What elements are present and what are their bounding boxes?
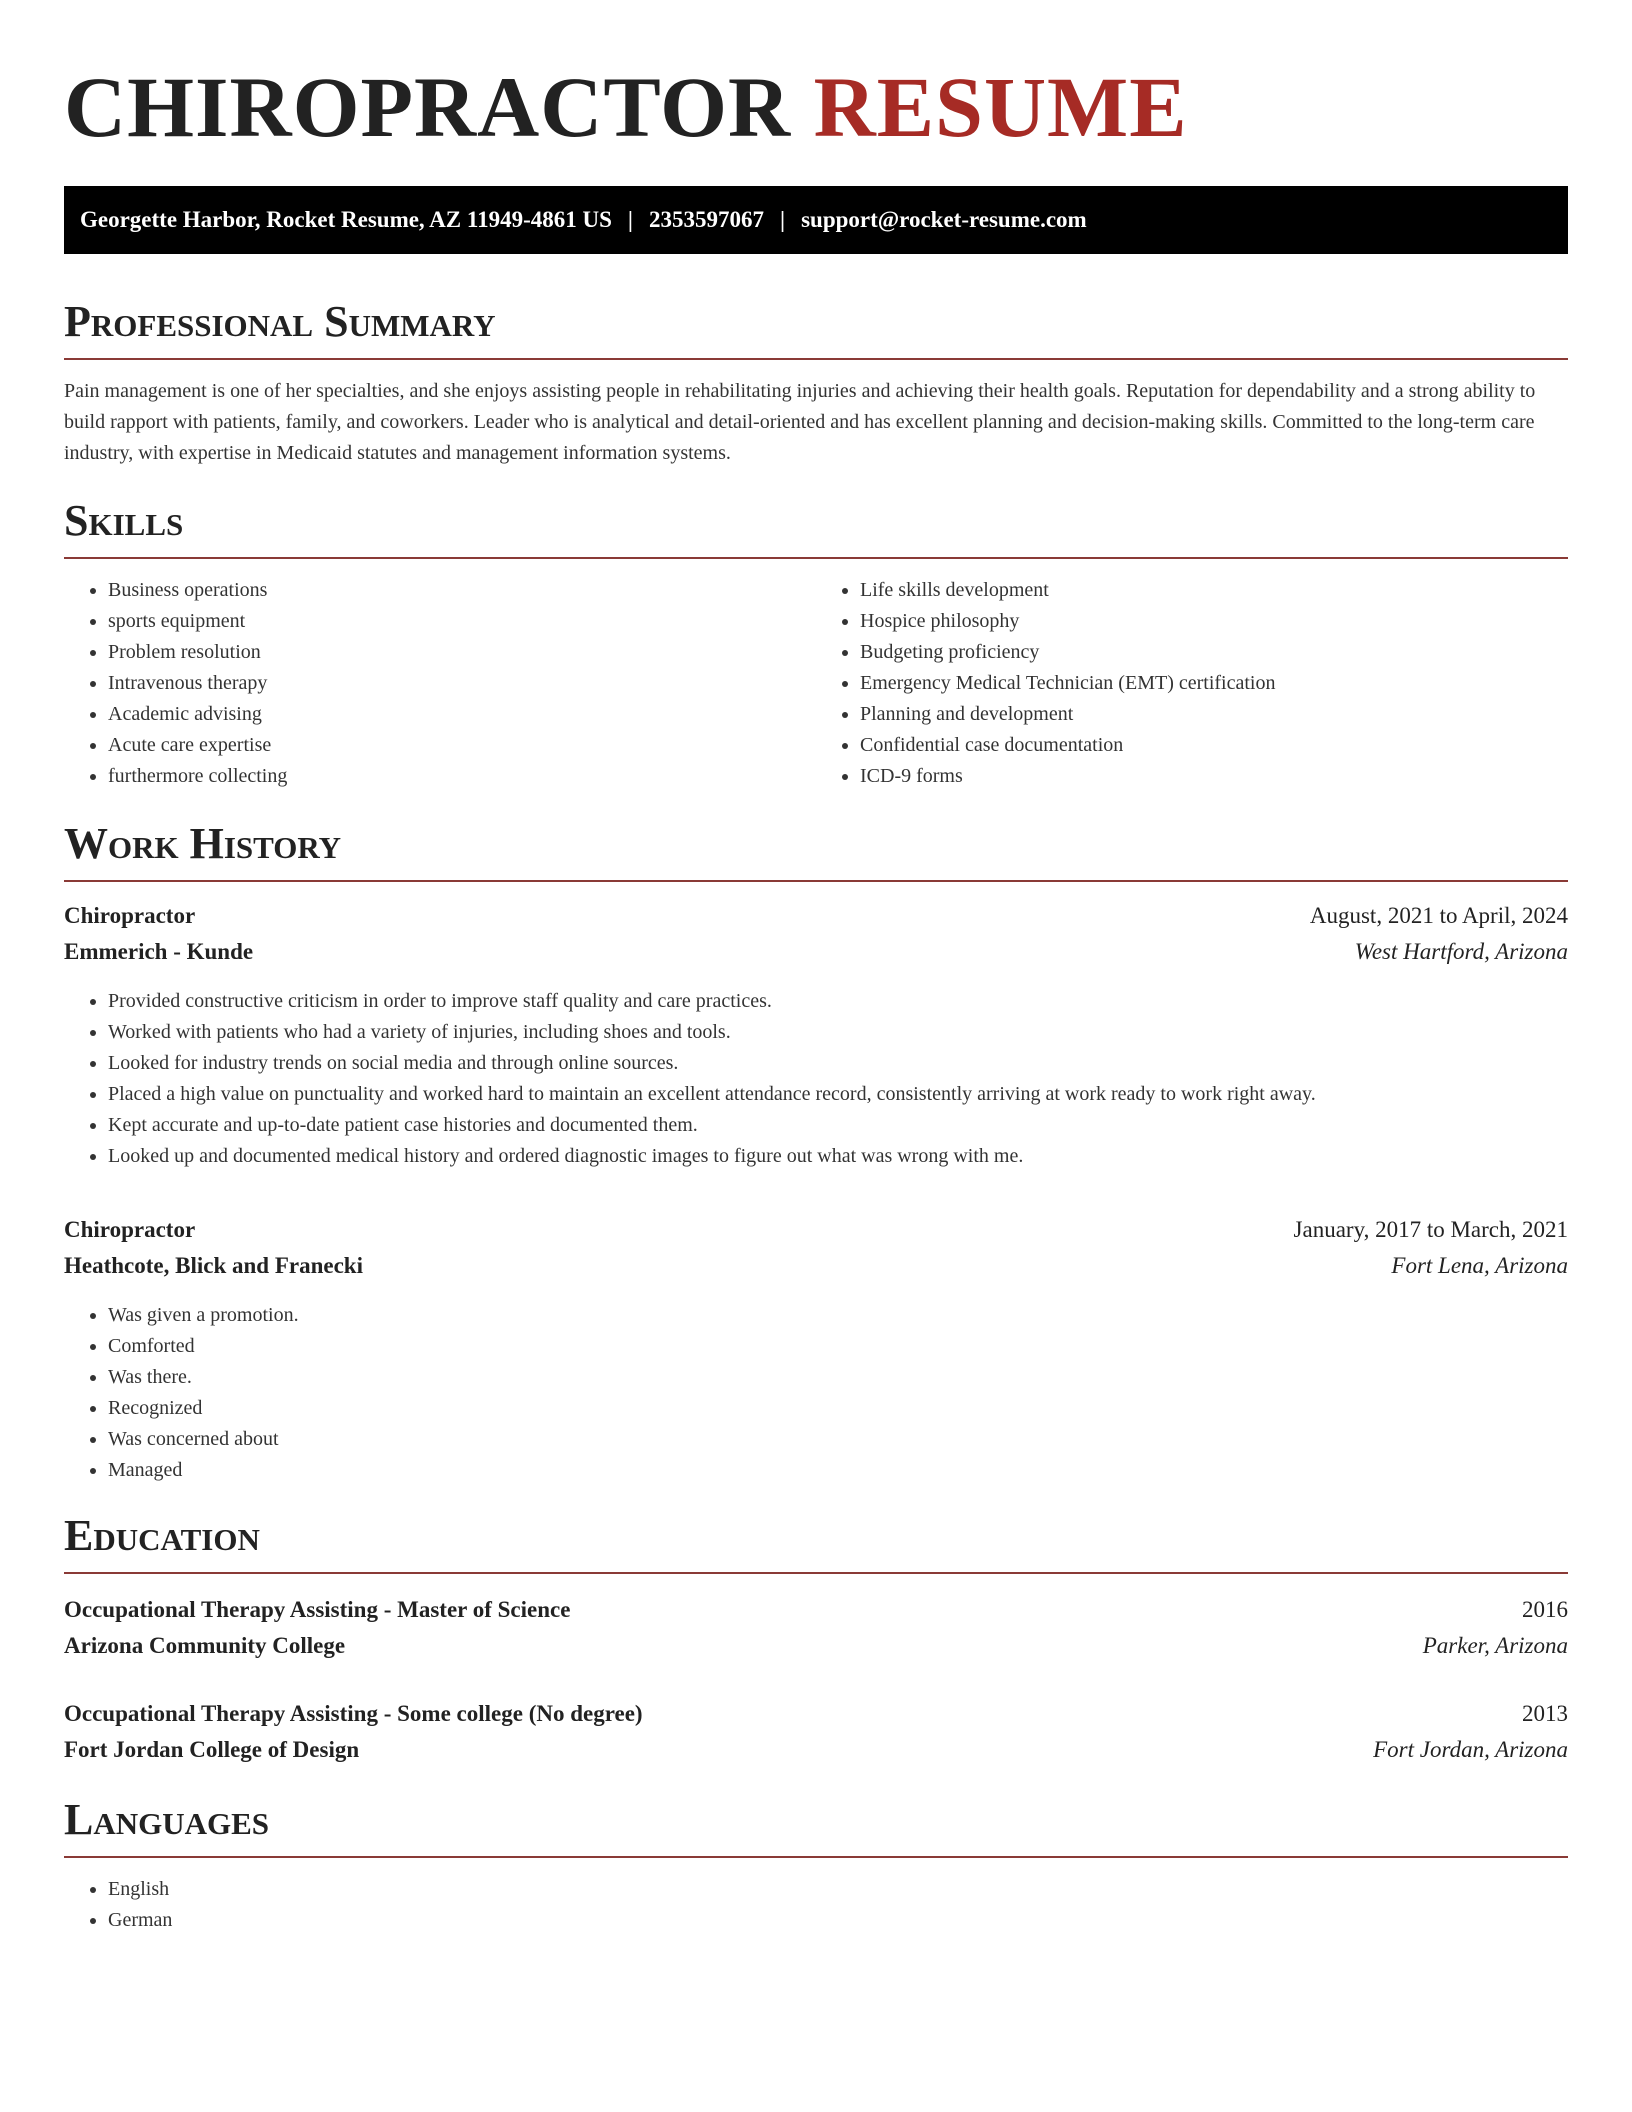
summary-text: Pain management is one of her specialties, and she enjoys assisting people in rehabilitating injuries and achieving their health goals. Reputation for dependability and a strong ability to build rapport with patients, family, and coworkers. Leader who is analytical and detail-oriented and has excellent planning and decision-making skills. Committed to the long-term care industry, with expertise in Medicaid statutes and management information systems.	[64, 380, 1536, 464]
education-location: Fort Jordan, Arizona	[1373, 1737, 1568, 1762]
job-duty: • Managed	[108, 1455, 1568, 1486]
education-school: Fort Jordan College of Design	[64, 1737, 360, 1762]
languages-section	[64, 1795, 1568, 1936]
job-dates: January, 2017 to March, 2021	[1293, 1217, 1568, 1242]
job-company-row	[64, 1248, 1568, 1284]
education-entry	[64, 1592, 1568, 1664]
skill-item: • Life skills development	[860, 575, 1568, 606]
job-duty: • Worked with patients who had a variety of injuries, including shoes and tools.	[108, 1017, 1568, 1048]
skill-item: • sports equipment	[108, 606, 816, 637]
education-year: 2013	[1522, 1701, 1568, 1726]
education-degree-row	[64, 1592, 1568, 1628]
section-heading: Work History	[64, 822, 1568, 882]
job-header-row	[64, 898, 1568, 934]
skills-list-right	[816, 575, 1568, 792]
skills-list-left	[64, 575, 816, 792]
job-duty: • Comforted	[108, 1331, 1568, 1362]
job-duty: • Recognized	[108, 1393, 1568, 1424]
job-duty: • Provided constructive criticism in order to improve staff quality and care practices.	[108, 986, 1568, 1017]
contact-email[interactable]: support@rocket-resume.com	[801, 207, 1087, 232]
skill-item: • Academic advising	[108, 699, 816, 730]
section-heading: Education	[64, 1514, 1568, 1574]
section-heading: Professional Summary	[64, 300, 1568, 360]
resume-title	[64, 59, 1568, 155]
job-duty: • Looked up and documented medical history and ordered diagnostic images to figure out what was wrong with me.	[108, 1141, 1568, 1172]
skill-item: • Confidential case documentation	[860, 730, 1568, 761]
job-location: Fort Lena, Arizona	[1391, 1253, 1568, 1278]
language-item: • English	[108, 1874, 1568, 1905]
education-school: Arizona Community College	[64, 1633, 346, 1658]
skill-item: • Problem resolution	[108, 637, 816, 668]
title-accent: RESUME	[813, 59, 1188, 155]
job-entry	[64, 898, 1568, 1172]
education-location: Parker, Arizona	[1422, 1633, 1568, 1658]
job-header-row	[64, 1212, 1568, 1248]
professional-summary-section	[64, 297, 1568, 469]
skill-item: • furthermore collecting	[108, 761, 816, 792]
skill-item: • Emergency Medical Technician (EMT) certification	[860, 668, 1568, 699]
job-duty: • Kept accurate and up-to-date patient case histories and documented them.	[108, 1110, 1568, 1141]
skills-section	[64, 496, 1568, 792]
education-degree: Occupational Therapy Assisting - Master of Science	[64, 1597, 571, 1622]
title-main: CHIROPRACTOR	[64, 59, 792, 155]
job-company: Emmerich - Kunde	[64, 939, 254, 964]
education-entry	[64, 1696, 1568, 1768]
section-heading: Skills	[64, 499, 1568, 559]
education-school-row	[64, 1732, 1568, 1768]
job-duty: • Was there.	[108, 1362, 1568, 1393]
education-school-row	[64, 1628, 1568, 1664]
education-year: 2016	[1522, 1597, 1568, 1622]
job-duty: • Looked for industry trends on social media and through online sources.	[108, 1048, 1568, 1079]
job-location: West Hartford, Arizona	[1354, 939, 1568, 964]
job-duty: • Was given a promotion.	[108, 1300, 1568, 1331]
skill-item: • Planning and development	[860, 699, 1568, 730]
contact-bar	[64, 186, 1568, 254]
contact-address: Georgette Harbor, Rocket Resume, AZ 11949-4861 US	[80, 207, 612, 232]
contact-phone: 2353597067	[649, 207, 764, 232]
job-dates: August, 2021 to April, 2024	[1309, 903, 1568, 928]
skill-item: • Business operations	[108, 575, 816, 606]
job-duties-list	[64, 1300, 1568, 1486]
skill-item: • Intravenous therapy	[108, 668, 816, 699]
section-heading: Languages	[64, 1798, 1568, 1858]
work-history-section	[64, 819, 1568, 1486]
job-duty: • Was concerned about	[108, 1424, 1568, 1455]
skill-item: • ICD-9 forms	[860, 761, 1568, 792]
job-title: Chiropractor	[64, 1217, 196, 1242]
skills-grid	[64, 575, 1568, 792]
skill-item: • Budgeting proficiency	[860, 637, 1568, 668]
job-title: Chiropractor	[64, 903, 196, 928]
skill-item: • Hospice philosophy	[860, 606, 1568, 637]
job-company: Heathcote, Blick and Franecki	[64, 1253, 363, 1278]
contact-separator: |	[780, 207, 786, 232]
skill-item: • Acute care expertise	[108, 730, 816, 761]
job-duty: • Placed a high value on punctuality and worked hard to maintain an excellent attendance record, consistently arriving at work ready to work right away.	[108, 1079, 1568, 1110]
education-section	[64, 1511, 1568, 1768]
languages-list	[64, 1874, 1568, 1936]
contact-separator: |	[627, 207, 633, 232]
education-degree-row	[64, 1696, 1568, 1732]
job-duties-list	[64, 986, 1568, 1172]
job-entry	[64, 1212, 1568, 1486]
education-degree: Occupational Therapy Assisting - Some college (No degree)	[64, 1701, 643, 1726]
language-item: • German	[108, 1905, 1568, 1936]
job-company-row	[64, 934, 1568, 970]
